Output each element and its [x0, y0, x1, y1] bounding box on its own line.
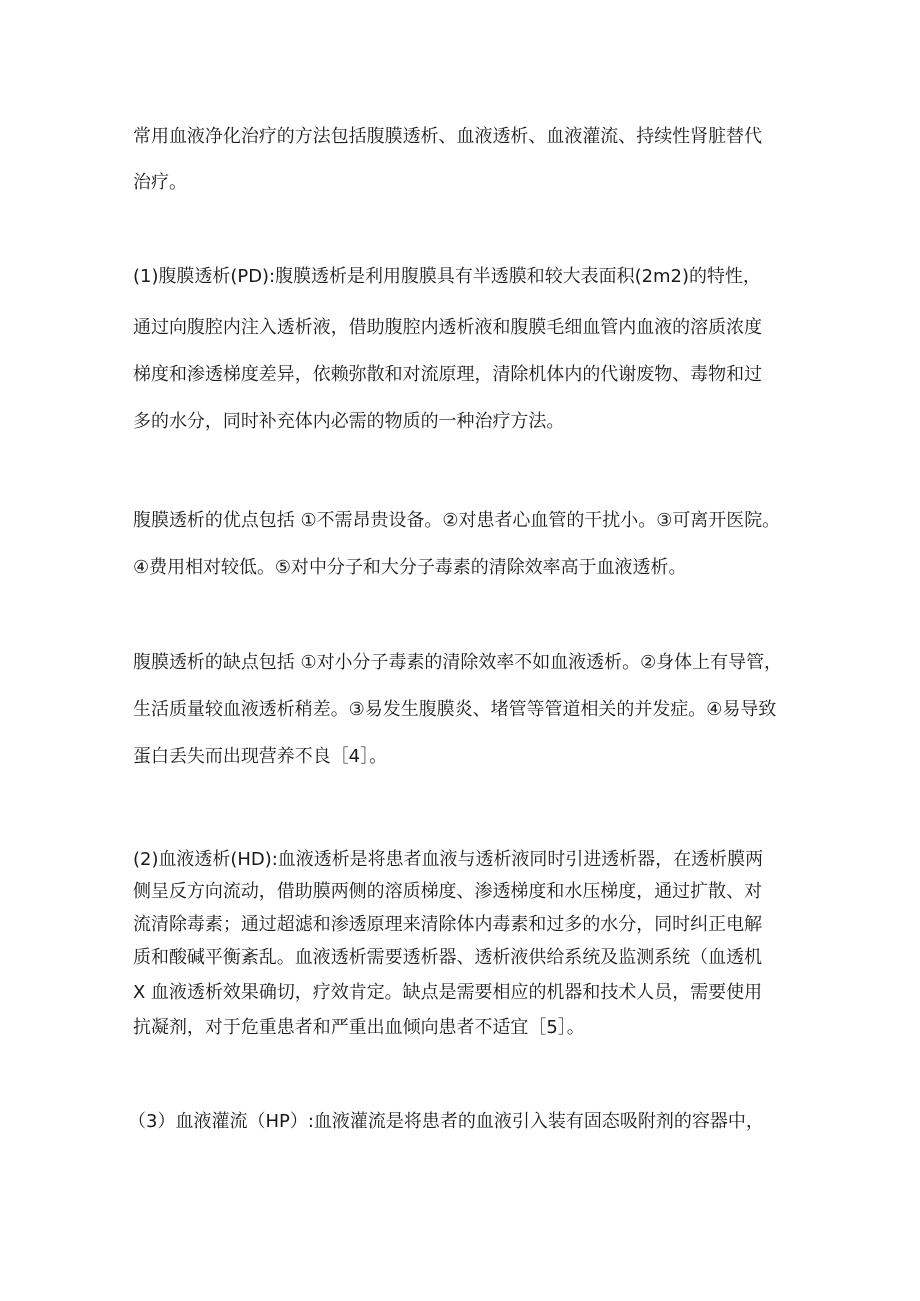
text-line: 生活质量较血液透析稍差。③易发生腹膜炎、堵管等管道相关的并发症。④易导致 [133, 699, 777, 720]
text-line: ④费用相对较低。⑤对中分子和大分子毒素的清除效率高于血液透析。 [133, 557, 687, 578]
text-line: 腹膜透析的缺点包括 ①对小分子毒素的清除效率不如血液透析。②身体上有导管， [133, 652, 783, 673]
text-line: 多的水分，同时补充体内必需的物质的一种治疗方法。 [133, 411, 565, 432]
text-line: 通过向腹腔内注入透析液，借助腹腔内透析液和腹膜毛细血管内血液的溶质浓度 [133, 317, 763, 338]
text-line: 常用血液净化治疗的方法包括腹膜透析、血液透析、血液灌流、持续性肾脏替代 [133, 126, 763, 147]
text-line: (2)血液透析(HD):血液透析是将患者血液与透析液同时引进透析器，在透析膜两 [133, 849, 764, 870]
text-line: 腹膜透析的优点包括 ①不需昂贵设备。②对患者心血管的干扰小。③可离开医院。 [133, 510, 781, 531]
text-line: X 血液透析效果确切，疗效肯定。缺点是需要相应的机器和技术人员，需要使用 [133, 982, 763, 1003]
text-line: 蛋白丢失而出现营养不良［4］。 [133, 746, 388, 767]
text-line: 抗凝剂，对于危重患者和严重出血倾向患者不适宜［5］。 [133, 1017, 585, 1038]
text-line: 质和酸碱平衡紊乱。血液透析需要透析器、透析液供给系统及监测系统（血透机 [133, 947, 763, 968]
text-line: (1)腹膜透析(PD):腹膜透析是利用腹膜具有半透膜和较大表面积(2m2)的特性， [133, 266, 761, 287]
text-line: 侧呈反方向流动，借助膜两侧的溶质梯度、渗透梯度和水压梯度，通过扩散、对 [133, 881, 763, 902]
text-line: 治疗。 [133, 172, 187, 193]
text-line: 流清除毒素；通过超滤和渗透原理来清除体内毒素和过多的水分，同时纠正电解 [133, 914, 763, 935]
text-line: （3）血液灌流（HP）:血液灌流是将患者的血液引入装有固态吸附剂的容器中， [128, 1111, 764, 1132]
text-line: 梯度和渗透梯度差异，依赖弥散和对流原理，清除机体内的代谢废物、毒物和过 [133, 364, 763, 385]
